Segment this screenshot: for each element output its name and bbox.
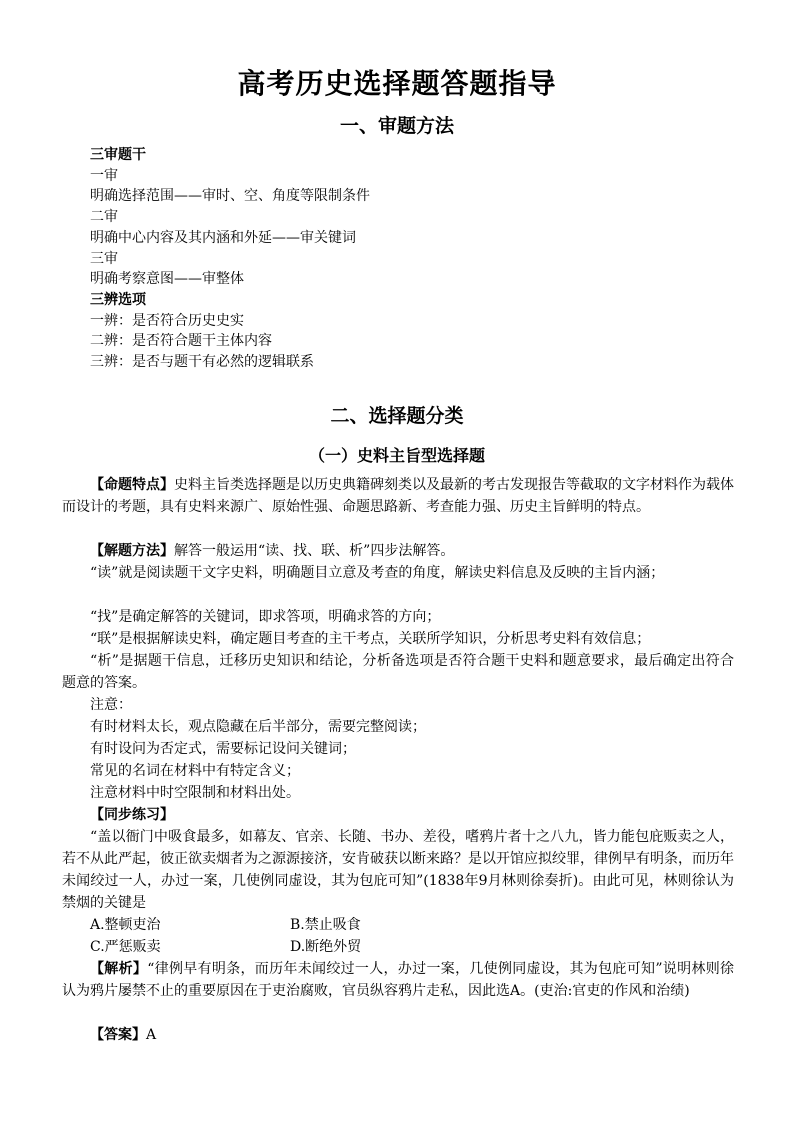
review-line-6: 明确考察意图——审整体 <box>90 271 244 288</box>
analysis-text: “律例早有明条，而历年未闻绞过一人，办过一案，几使例同虚设，其为包庇可知”说明林则徐认为鸦片屡禁不止的重要原因在于吏治腐败，官员纵容鸦片走私，因此选A。(吏治:官吏的作风和治绩) <box>62 961 735 999</box>
feature-label: 【命题特点】 <box>90 477 174 493</box>
practice-label-text: 【同步练习】 <box>90 807 174 823</box>
feature-paragraph <box>62 474 734 518</box>
review-line-4: 明确中心内容及其内涵和外延——审关键词 <box>90 229 356 246</box>
answer-text: A <box>146 1027 157 1043</box>
analysis-label: 【解析】 <box>90 961 148 977</box>
step-read: “读”就是阅读题干文字史料，明确题目立意及考查的角度，解读史料信息及反映的主旨内涵； <box>90 565 665 581</box>
option-a: A.整顿吏治 <box>90 917 161 933</box>
subsection-heading: （一）史料主旨型选择题 <box>308 446 485 465</box>
answer-label: 【答案】 <box>90 1027 146 1043</box>
note-item-3: 常见的名词在材料中有特定含义； <box>90 763 300 779</box>
review-line-7: 三辨选项 <box>90 291 146 308</box>
review-line-5: 三审 <box>90 250 118 267</box>
review-line-8: 一辨：是否符合历史史实 <box>90 312 244 329</box>
section-heading-review: 一、审题方法 <box>339 115 454 137</box>
step-find: “找”是确定解答的关键词，即求答项，明确求答的方向； <box>90 609 441 625</box>
review-line-9: 二辨：是否符合题干主体内容 <box>90 333 272 350</box>
option-c: C.严惩贩卖 <box>90 939 161 955</box>
review-line-10: 三辨：是否与题干有必然的逻辑联系 <box>90 354 314 371</box>
practice-label <box>62 804 734 826</box>
method-label: 【解题方法】 <box>90 543 174 559</box>
analysis-paragraph <box>62 958 734 1002</box>
step-analyze: “析”是据题干信息，迁移历史知识和结论，分析备选项是否符合题干史料和题意要求，最后确定出符合题意的答案。 <box>62 653 734 691</box>
review-line-2: 明确选择范围——审时、空、角度等限制条件 <box>90 188 370 205</box>
question-text: “盖以衙门中吸食最多，如幕友、官亲、长随、书办、差役，嗜鸦片者十之八九，皆力能包庇贩卖之人，若不从此严起，彼正欲卖烟者为之源源接济，安肯破获以断来路？是以开馆应拟绞罪，律例早有明条，而历年未闻绞过一人，办过一案，几使例同虚设，其为包庇可知”(1838年9月林则徐奏折)。由此可见，林则徐认为禁烟的关键是 <box>62 829 734 911</box>
option-b: B.禁止吸食 <box>290 917 361 933</box>
step-link: “联”是根据解读史料，确定题目考查的主干考点，关联所学知识，分析思考史料有效信息； <box>90 631 651 647</box>
method-paragraph <box>62 540 734 562</box>
note-item-1: 有时材料太长，观点隐藏在后半部分，需要完整阅读； <box>90 719 426 735</box>
method-text: 解答一般运用“读、找、联、析”四步法解答。 <box>174 543 455 559</box>
answer-paragraph <box>62 1024 734 1046</box>
note-item-2: 有时设问为否定式，需要标记设问关键词； <box>90 741 356 757</box>
review-line-1: 一审 <box>90 167 118 184</box>
review-line-3: 二审 <box>90 209 118 226</box>
review-line-0: 三审题干 <box>90 147 146 163</box>
section-heading-types: 二、选择题分类 <box>330 405 464 427</box>
feature-text: 史料主旨类选择题是以历史典籍碑刻类以及最新的考古发现报告等截取的文字材料作为载体而设计的考题，具有史料来源广、原始性强、命题思路新、考查能力强、历史主旨鲜明的特点。 <box>62 477 734 515</box>
note-item-4: 注意材料中时空限制和材料出处。 <box>90 785 300 801</box>
note-label: 注意： <box>90 697 132 713</box>
document-title: 高考历史选择题答题指导 <box>237 67 557 100</box>
review-method-list <box>90 145 740 373</box>
option-d: D.断绝外贸 <box>290 939 362 955</box>
